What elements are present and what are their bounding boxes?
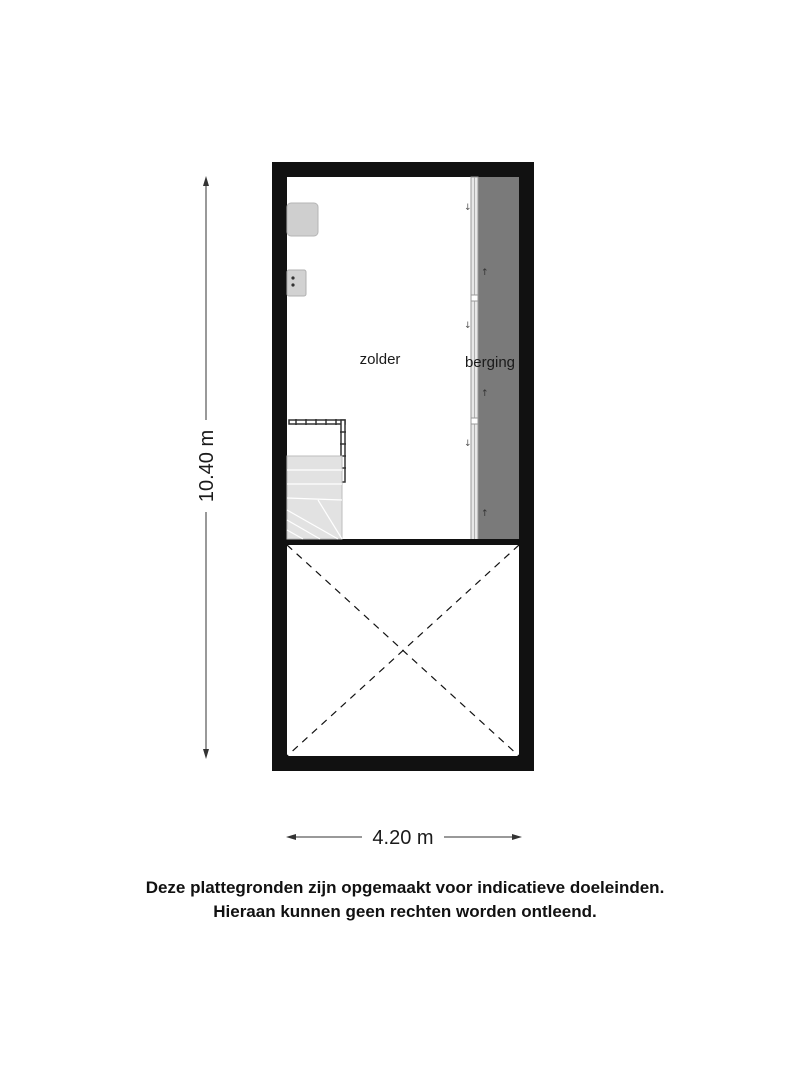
height-dimension-label: 10.40 m xyxy=(196,429,218,503)
width-dimension-label: 4.20 m xyxy=(372,827,434,849)
interior-wall xyxy=(287,539,519,545)
door-arrow-marker: ↓ xyxy=(464,203,472,213)
meter-fixture xyxy=(287,270,306,296)
door-arrow-marker: ↑ xyxy=(481,509,489,519)
room-label-storage: berging xyxy=(464,354,516,371)
door-arrow-marker: ↑ xyxy=(481,268,489,278)
meter-dot xyxy=(291,283,294,286)
boiler-fixture xyxy=(287,203,318,236)
meter-dot xyxy=(291,276,294,279)
outer-wall-top xyxy=(272,162,534,177)
disclaimer-line-1: Deze plattegronden zijn opgemaakt voor indicatieve doeleinden. xyxy=(145,878,665,897)
outer-wall-right xyxy=(519,162,534,771)
sliding-door-joint xyxy=(471,295,478,301)
door-arrow-marker: ↓ xyxy=(464,439,472,449)
staircase xyxy=(287,456,342,539)
disclaimer-line-2: Hieraan kunnen geen rechten worden ontleend. xyxy=(213,902,597,921)
room-label-attic: zolder xyxy=(359,351,401,368)
door-arrow-marker: ↑ xyxy=(481,389,489,399)
outer-wall-left xyxy=(272,162,287,771)
sliding-door-joint xyxy=(471,418,478,424)
outer-wall-bottom xyxy=(272,756,534,771)
door-arrow-marker: ↓ xyxy=(464,321,472,331)
